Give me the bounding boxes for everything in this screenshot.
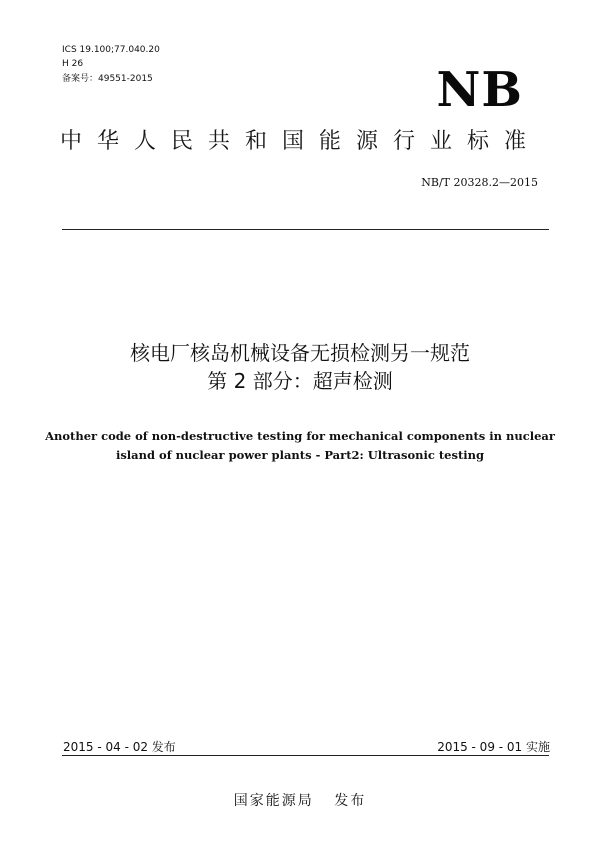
title-en-line2: island of nuclear power plants - Part2: Ultrasonic testing [115,448,485,462]
standard-category-title: 中华人民共和国能源行业标准 [60,129,542,154]
classification-code: H 26 [62,59,84,69]
ics-code: ICS 19.100;77.040.20 [62,45,160,55]
nb-logo: NB [436,62,523,118]
title-zh-line1: 核电厂核岛机械设备无损检测另一规范 [130,341,470,365]
title-en-line1: Another code of non-destructive testing for mechanical components in nuclear [45,429,555,443]
record-number: 备案号：49551-2015 [62,74,153,84]
issue-date: 2015 - 04 - 02 发布 [63,740,176,754]
standard-number: NB/T 20328.2—2015 [421,176,538,189]
top-divider [62,229,549,230]
implementation-date: 2015 - 09 - 01 实施 [437,740,550,754]
issuing-authority: 国家能源局 发布 [233,793,367,809]
title-zh-line2: 第 2 部分：超声检测 [207,369,393,393]
bottom-divider [62,755,549,756]
